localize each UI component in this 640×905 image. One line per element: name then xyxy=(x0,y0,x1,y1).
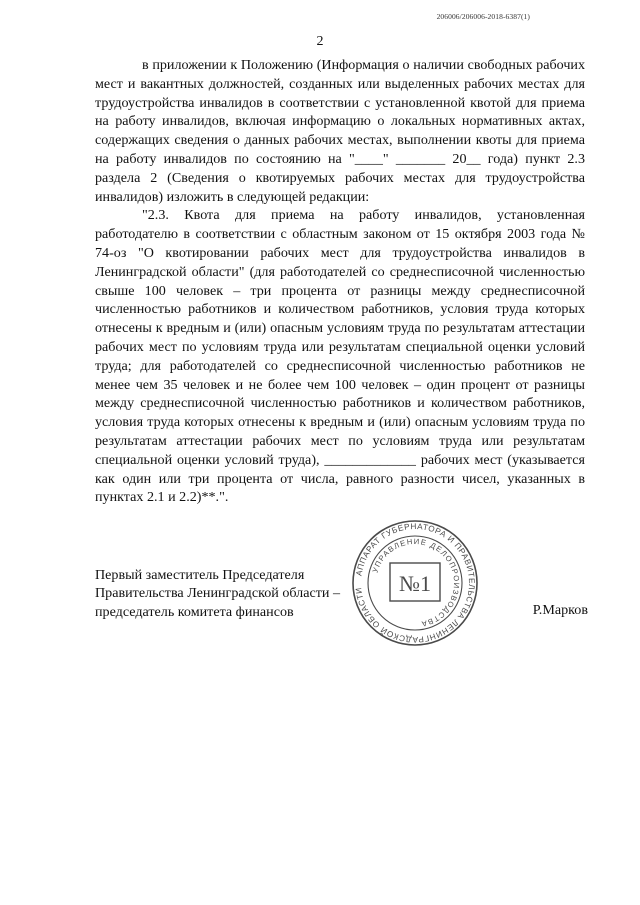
signature-title-block xyxy=(95,566,340,621)
paragraph-quota: "2.3. Квота для приема на работу инвалидов, установленная работодателю в соответствии с областным законом от 15 октября 2003 года № 74-оз "О квотировании рабочих мест для трудоустройства инвалидов в Ленинградской области" (для работодателей со среднесписочной численностью свыше 100 человек – три процента от разницы между среднесписочной численностью работников и количеством работников, условия труда которых отнесены к вредным и (или) опасным условиям труда по результатам аттестации рабочих мест по условиям труда или результатам специальной оценки условий труда; для работодателей со среднесписочной численностью работников не менее чем 35 человек и не более чем 100 человек – один процент от разницы между среднесписочной численностью работников и количеством работников, условия труда которых отнесены к вредным и (или) опасным условиям труда по результатам аттестации рабочих мест по условиям труда или результатам специальной оценки условий труда), _____________ рабочих мест (указывается как один или три процента от числа, равного разности чисел, указанных в пунктах 2.1 и 2.2)**.". xyxy=(95,207,585,506)
document-body xyxy=(95,56,585,507)
signer-title-line-1: Первый заместитель Председателя xyxy=(95,567,305,583)
official-seal-stamp xyxy=(350,518,480,648)
signer-title-line-3: председатель комитета финансов xyxy=(95,603,294,620)
signer-title-line-2: Правительства Ленинградской области – xyxy=(95,585,340,602)
paragraph-intro: в приложении к Положению (Информация о наличии свободных рабочих мест и вакантных должностей, созданных или выделенных рабочих местах для трудоустройства инвалидов в соответствии с установленной квотой для приема на работу инвалидов, включая информацию о локальных нормативных актах, содержащих сведения о данных рабочих местах, выполнении квоты для приема на работу инвалидов по состоянию на "____" _______ 20__ года) пункт 2.3 раздела 2 (Сведения о квотируемых рабочих местах для трудоустройства инвалидов) изложить в следующей редакции: xyxy=(95,57,585,205)
page-number: 2 xyxy=(316,34,324,49)
seal-graphic xyxy=(350,518,480,648)
seal-number: №1 xyxy=(399,571,431,596)
seal-outer-text: АППАРАТ ГУБЕРНАТОРА И ПРАВИТЕЛЬСТВА ЛЕНИНГРАДСКОЙ ОБЛАСТИ xyxy=(354,521,477,645)
seal-inner-text: УПРАВЛЕНИЕ ДЕЛОПРОИЗВОДСТВА xyxy=(370,536,462,629)
signer-name: Р.Марков xyxy=(532,602,588,618)
document-code: 206006/206006-2018-6387(1) xyxy=(436,12,530,21)
